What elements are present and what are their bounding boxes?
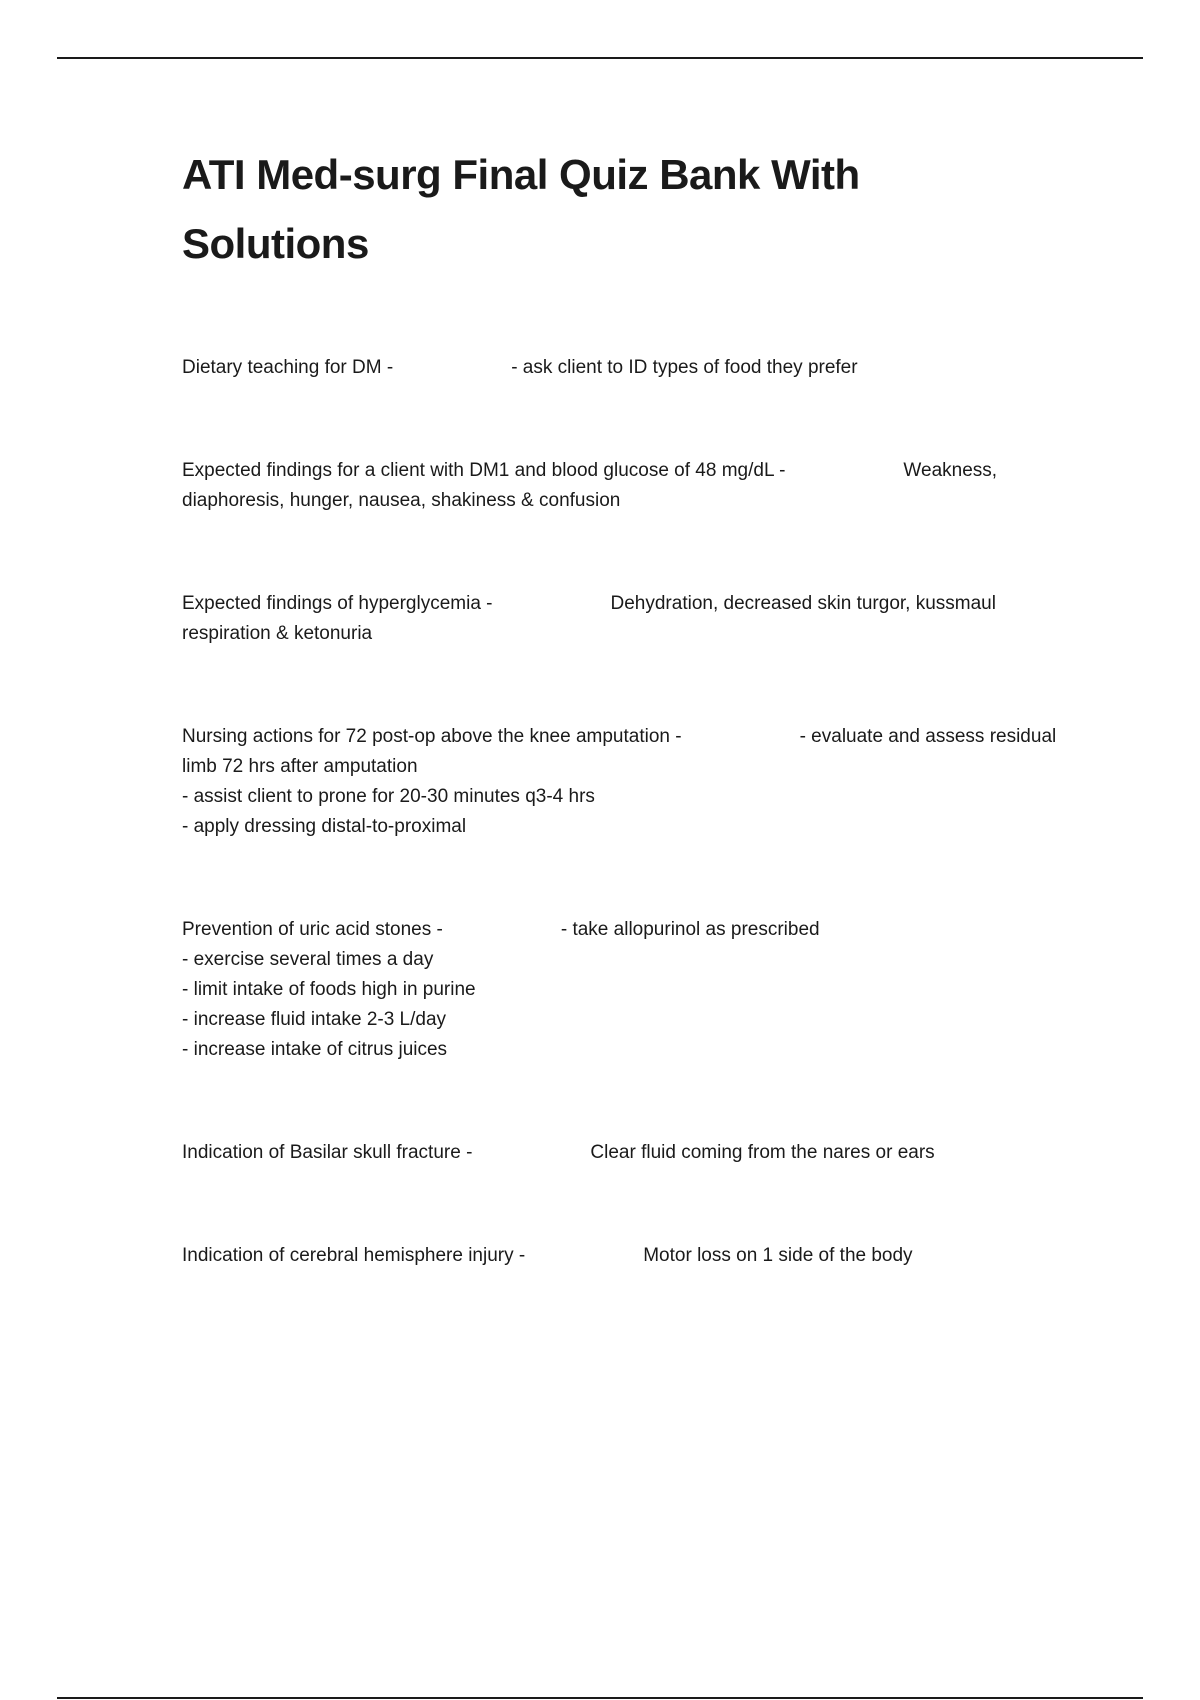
flashcard [182, 915, 1062, 1065]
flashcard-answer-line: - assist client to prone for 20-30 minutes q3-4 hrs [182, 786, 595, 807]
flashcard-answer-line: - apply dressing distal-to-proximal [182, 816, 467, 837]
flashcard [182, 722, 1062, 842]
document-title: ATI Med-surg Final Quiz Bank With Solutions [182, 151, 860, 267]
flashcard [182, 1241, 1062, 1271]
flashcard-answer: Motor loss on 1 side of the body [643, 1245, 913, 1266]
flashcard-answer-line: - exercise several times a day [182, 949, 434, 970]
document-body [182, 140, 1062, 1344]
flashcard [182, 353, 1062, 383]
flashcard-answer-line: - increase intake of citrus juices [182, 1039, 448, 1060]
flashcard-question: Dietary teaching for DM - [182, 357, 394, 378]
flashcard [182, 589, 1062, 649]
flashcard [182, 1138, 1062, 1168]
flashcard-answer-line: - increase fluid intake 2-3 L/day [182, 1009, 447, 1030]
flashcard [182, 456, 1062, 516]
flashcard-answer: - evaluate and assess residual limb 72 hrs after amputation [182, 726, 1057, 777]
flashcard-answer: Weakness, diaphoresis, hunger, nausea, shakiness & confusion [182, 460, 998, 511]
flashcard-question: Indication of Basilar skull fracture - [182, 1142, 473, 1163]
flashcard-answer: Dehydration, decreased skin turgor, kussmaul respiration & ketonuria [182, 593, 996, 644]
footer-rule [57, 1697, 1143, 1699]
flashcard-answer: Clear fluid coming from the nares or ears [590, 1142, 935, 1163]
flashcard-question: Expected findings for a client with DM1 and blood glucose of 48 mg/dL - [182, 460, 786, 481]
flashcard-question: Expected findings of hyperglycemia - [182, 593, 493, 614]
flashcard-question: Nursing actions for 72 post-op above the knee amputation - [182, 726, 682, 747]
flashcard-question: Prevention of uric acid stones - [182, 919, 443, 940]
flashcard-answer: - take allopurinol as prescribed [560, 919, 820, 940]
flashcard-question: Indication of cerebral hemisphere injury - [182, 1245, 526, 1266]
flashcard-answer-line: - limit intake of foods high in purine [182, 979, 476, 1000]
header-rule [57, 57, 1143, 59]
flashcard-answer: - ask client to ID types of food they prefer [511, 357, 858, 378]
flashcard-list [182, 353, 1062, 1271]
